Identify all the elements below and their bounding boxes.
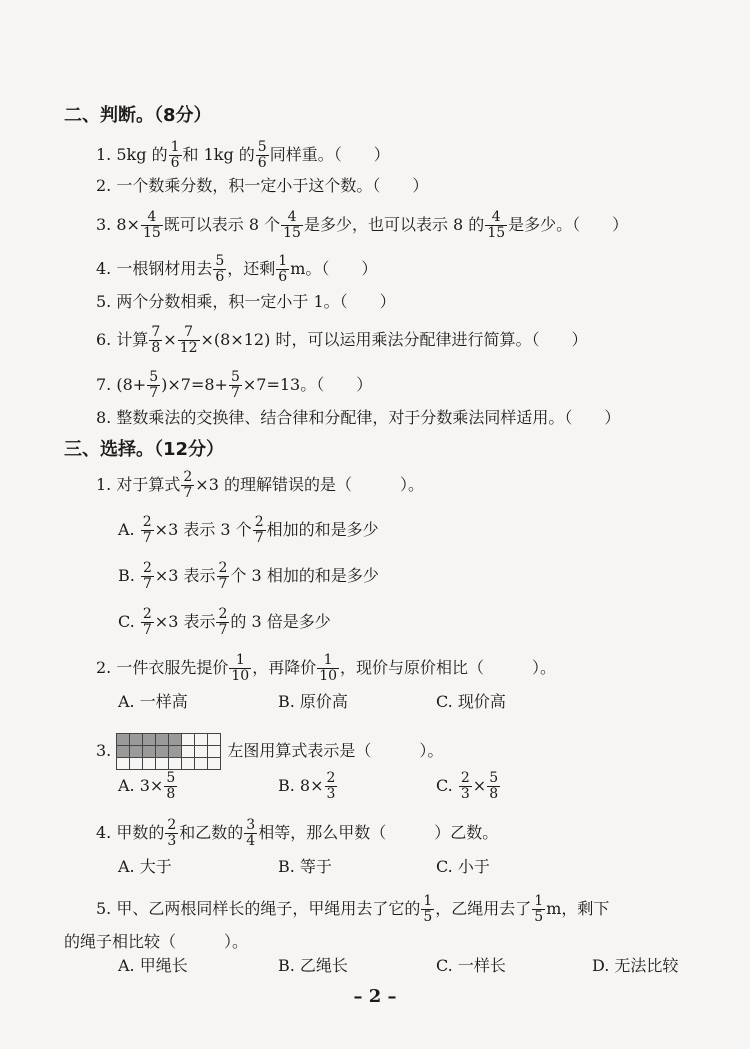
choice-q2-option-c[interactable]: C. 现价高 xyxy=(436,692,506,711)
page-number: – 2 – xyxy=(353,986,397,1007)
fraction: $\frac{1}{5}$ xyxy=(534,893,544,925)
fraction: $\frac{5}{7}$ xyxy=(230,369,240,401)
choice-q3-option-c[interactable]: C. $\frac{2}{3}$ × $\frac{5}{8}$ xyxy=(436,770,499,802)
choice-q5-line2: 的绳子相比较（ ）。 xyxy=(64,932,249,951)
choice-q3-option-b[interactable]: B. 8× $\frac{2}{3}$ xyxy=(278,770,336,802)
choice-q4: 4. 甲数的 $\frac{2}{3}$ 和乙数的 $\frac{3}{4}$ 相等，那么甲数（ ）乙数。 xyxy=(96,817,499,849)
choice-q5: 5. 甲、乙两根同样长的绳子，甲绳用去了它的 $\frac{1}{5}$ ，乙绳用去了 $\frac{1}{5}$ m，剩下 xyxy=(96,893,610,925)
fraction: $\frac{2}{7}$ xyxy=(183,469,193,501)
choice-q5-option-a[interactable]: A. 甲绳长 xyxy=(118,956,188,975)
fraction: $\frac{5}{6}$ xyxy=(257,139,267,171)
fraction: $\frac{1}{10}$ xyxy=(231,652,250,684)
fraction-grid-figure xyxy=(116,733,221,770)
choice-q3-option-a[interactable]: A. 3× $\frac{5}{8}$ xyxy=(118,770,176,802)
choice-q2: 2. 一件衣服先提价 $\frac{1}{10}$ ，再降价 $\frac{1}{10}$ ，现价与原价相比（ ）。 xyxy=(96,652,557,684)
fraction: $\frac{1}{6}$ xyxy=(278,253,288,285)
fraction: $\frac{7}{8}$ xyxy=(151,324,161,356)
choice-q3: 3. 左图用算式表示是（ ）。 xyxy=(96,733,443,770)
choice-q5-option-b[interactable]: B. 乙绳长 xyxy=(278,956,348,975)
fraction: $\frac{2}{7}$ xyxy=(254,514,264,546)
choice-q4-option-c[interactable]: C. 小于 xyxy=(436,857,490,876)
choice-q2-option-b[interactable]: B. 原价高 xyxy=(278,692,348,711)
fraction: $\frac{4}{15}$ xyxy=(283,209,301,241)
judge-q8: 8. 整数乘法的交换律、结合律和分配律，对于分数乘法同样适用。（ ） xyxy=(96,408,621,427)
fraction: $\frac{1}{6}$ xyxy=(170,139,180,171)
fraction: $\frac{2}{7}$ xyxy=(142,606,152,638)
judge-q1: 1. 5kg 的 $\frac{1}{6}$ 和 1kg 的 $\frac{5}{6}$ 同样重。（ ） xyxy=(96,139,390,171)
fraction: $\frac{7}{12}$ xyxy=(179,324,198,356)
fraction: $\frac{5}{7}$ xyxy=(149,369,159,401)
section-title-judgment: 二、判断。（8分） xyxy=(64,105,212,126)
fraction: $\frac{2}{7}$ xyxy=(218,606,228,638)
judge-q3: 3. 8× $\frac{4}{15}$ 既可以表示 8 个 $\frac{4}{15}$ 是多少，也可以表示 8 的 $\frac{4}{15}$ 是多少。（ ） xyxy=(96,209,629,241)
fraction: $\frac{3}{4}$ xyxy=(246,817,256,849)
judge-q6: 6. 计算 $\frac{7}{8}$ × $\frac{7}{12}$ ×(8×12) 时，可以运用乘法分配律进行简算。（ ） xyxy=(96,324,588,356)
section-title-choice: 三、选择。（12分） xyxy=(64,439,225,460)
choice-q1-option-b[interactable]: B. $\frac{2}{7}$ ×3 表示 $\frac{2}{7}$ 个 3 相加的和是多少 xyxy=(118,560,379,592)
choice-q5-option-d[interactable]: D. 无法比较 xyxy=(592,956,679,975)
choice-q1: 1. 对于算式 $\frac{2}{7}$ ×3 的理解错误的是（ ）。 xyxy=(96,469,424,501)
fraction: $\frac{2}{3}$ xyxy=(460,770,470,802)
judge-q5: 5. 两个分数相乘，积一定小于 1。（ ） xyxy=(96,292,396,311)
fraction: $\frac{2}{3}$ xyxy=(326,770,336,802)
fraction: $\frac{1}{10}$ xyxy=(319,652,338,684)
fraction: $\frac{4}{15}$ xyxy=(487,209,506,241)
fraction: $\frac{5}{8}$ xyxy=(489,770,499,802)
choice-q1-option-c[interactable]: C. $\frac{2}{7}$ ×3 表示 $\frac{2}{7}$ 的 3 倍是多少 xyxy=(118,606,331,638)
fraction: $\frac{5}{8}$ xyxy=(166,770,176,802)
choice-q1-option-a[interactable]: A. $\frac{2}{7}$ ×3 表示 3 个 $\frac{2}{7}$ 相加的和是多少 xyxy=(118,514,379,546)
fraction: $\frac{4}{15}$ xyxy=(142,209,161,241)
choice-q5-option-c[interactable]: C. 一样长 xyxy=(436,956,506,975)
fraction: $\frac{5}{6}$ xyxy=(215,253,225,285)
fraction: $\frac{2}{3}$ xyxy=(167,817,177,849)
judge-q2: 2. 一个数乘分数，积一定小于这个数。（ ） xyxy=(96,176,429,195)
fraction: $\frac{2}{7}$ xyxy=(142,560,152,592)
choice-q4-option-a[interactable]: A. 大于 xyxy=(118,857,172,876)
judge-q4: 4. 一根钢材用去 $\frac{5}{6}$ ，还剩 $\frac{1}{6}$ m。（ ） xyxy=(96,253,378,285)
choice-q2-option-a[interactable]: A. 一样高 xyxy=(118,692,188,711)
fraction: $\frac{2}{7}$ xyxy=(218,560,228,592)
fraction: $\frac{2}{7}$ xyxy=(142,514,152,546)
choice-q4-option-b[interactable]: B. 等于 xyxy=(278,857,332,876)
judge-q7: 7. (8+ $\frac{5}{7}$ )×7=8+ $\frac{5}{7}$ ×7=13。（ ） xyxy=(96,369,373,401)
fraction: $\frac{1}{5}$ xyxy=(423,893,433,925)
